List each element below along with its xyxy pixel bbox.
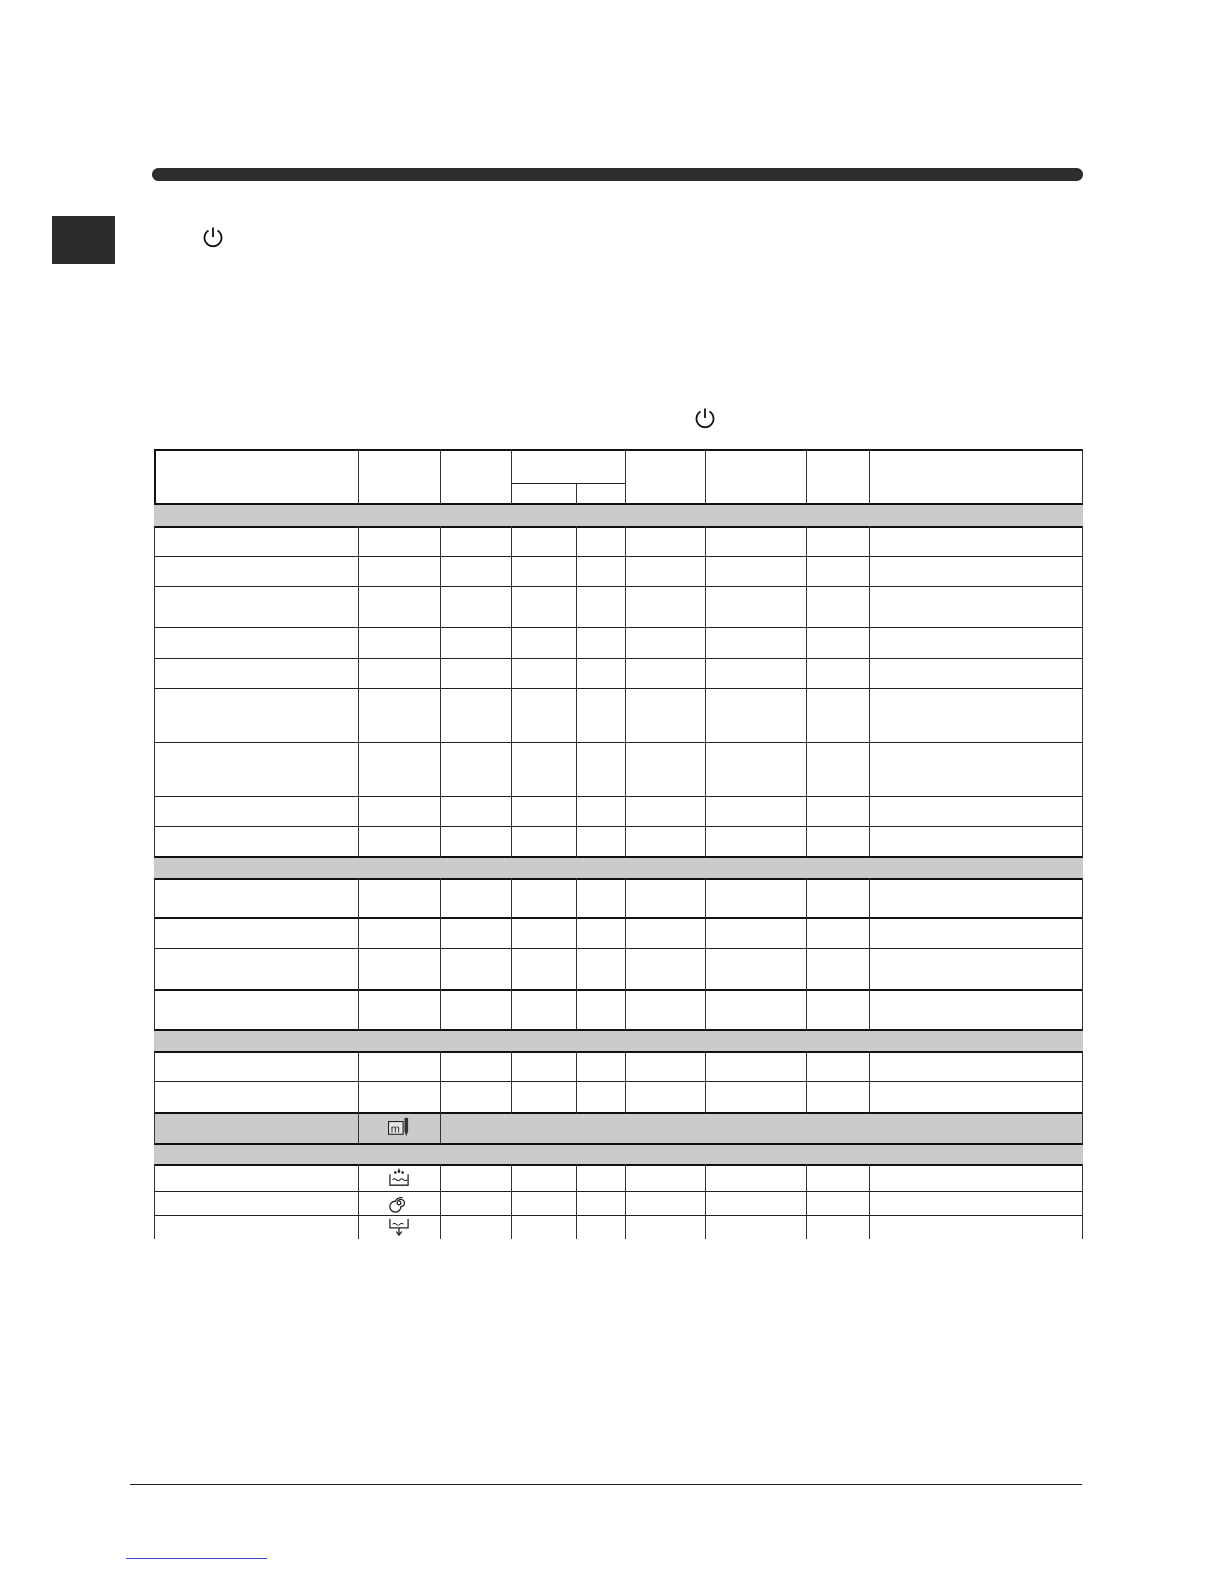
language-tab	[52, 216, 115, 264]
drain-icon	[386, 1217, 412, 1237]
memory-pencil-icon	[386, 1117, 412, 1137]
power-icon	[201, 225, 225, 249]
section-band	[154, 505, 1083, 526]
svg-text:m: m	[390, 1123, 400, 1136]
footer-rule	[130, 1484, 1082, 1485]
spin-icon	[386, 1193, 412, 1213]
memory-row-band	[154, 1113, 1083, 1143]
programme-table	[154, 449, 1083, 1239]
power-icon	[693, 406, 717, 430]
rinse-icon	[386, 1167, 412, 1187]
section-band	[154, 1031, 1083, 1052]
header-rule	[152, 168, 1083, 181]
section-band	[154, 1144, 1083, 1165]
section-band	[154, 858, 1083, 879]
footer-link-underline[interactable]	[126, 1558, 267, 1559]
